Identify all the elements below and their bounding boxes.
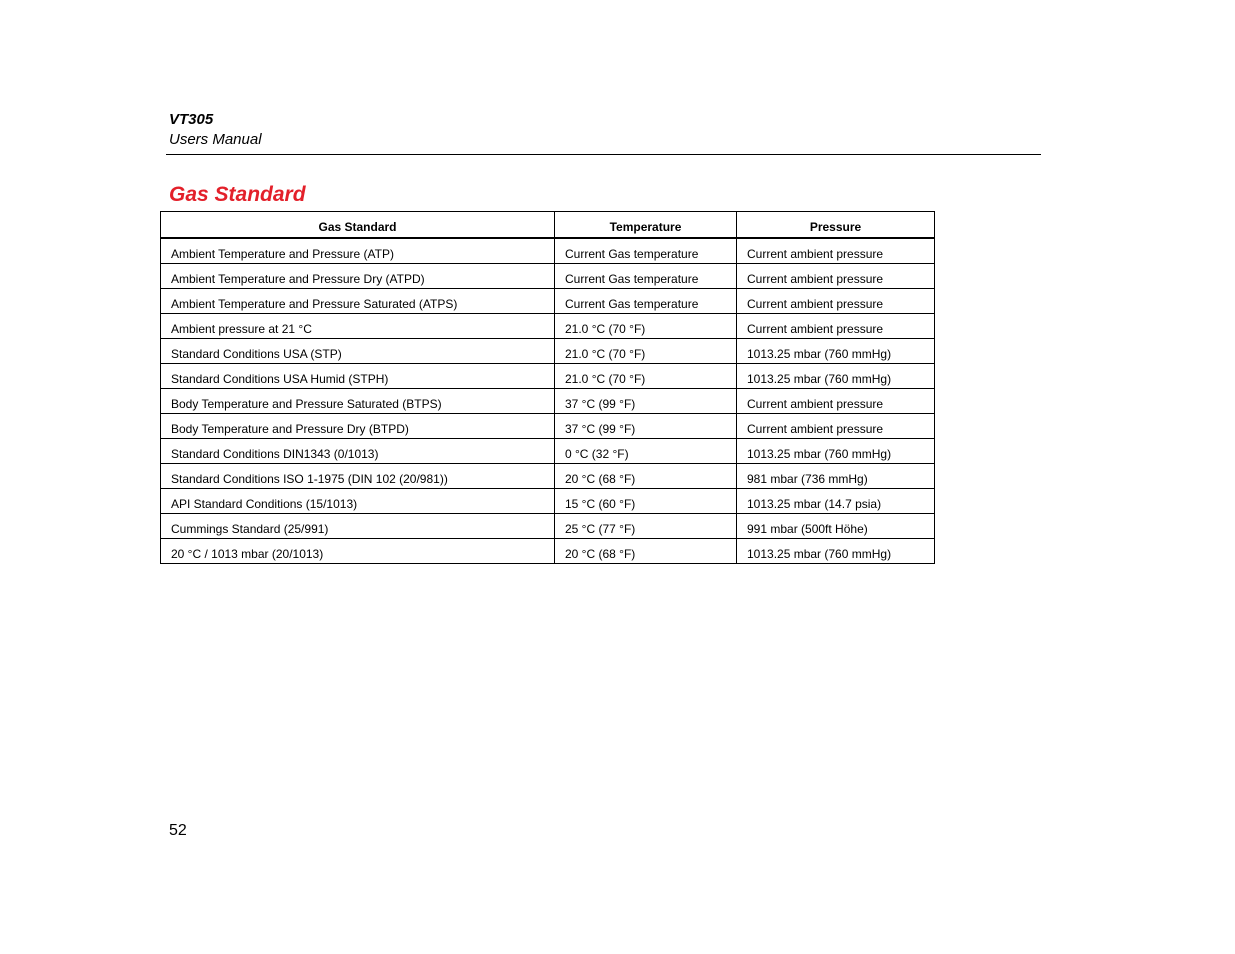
table-header-row: [161, 212, 935, 239]
column-header-temperature: Temperature: [555, 212, 737, 239]
gas-standard-cell: Ambient pressure at 21 °C: [161, 314, 555, 339]
gas-standard-cell: Body Temperature and Pressure Saturated (BTPS): [161, 389, 555, 414]
temperature-cell: Current Gas temperature: [555, 289, 737, 314]
temperature-cell: 25 °C (77 °F): [555, 514, 737, 539]
table-row: [161, 364, 935, 389]
column-header-pressure: Pressure: [737, 212, 935, 239]
pressure-cell: Current ambient pressure: [737, 389, 935, 414]
table-row: [161, 489, 935, 514]
temperature-cell: 37 °C (99 °F): [555, 389, 737, 414]
table-row: [161, 389, 935, 414]
table-row: [161, 314, 935, 339]
gas-standard-cell: 20 °C / 1013 mbar (20/1013): [161, 539, 555, 564]
pressure-cell: Current ambient pressure: [737, 238, 935, 264]
document-model: VT305: [169, 111, 214, 128]
gas-standard-cell: Ambient Temperature and Pressure (ATP): [161, 238, 555, 264]
pressure-cell: 1013.25 mbar (14.7 psia): [737, 489, 935, 514]
table-row: [161, 464, 935, 489]
header-divider: [166, 154, 1041, 155]
temperature-cell: 0 °C (32 °F): [555, 439, 737, 464]
gas-standard-cell: Standard Conditions USA Humid (STPH): [161, 364, 555, 389]
table-row: [161, 439, 935, 464]
pressure-cell: 1013.25 mbar (760 mmHg): [737, 539, 935, 564]
pressure-cell: Current ambient pressure: [737, 414, 935, 439]
table-row: [161, 238, 935, 264]
gas-standard-table: [160, 211, 935, 564]
temperature-cell: 21.0 °C (70 °F): [555, 364, 737, 389]
pressure-cell: Current ambient pressure: [737, 264, 935, 289]
gas-standard-cell: Ambient Temperature and Pressure Saturated (ATPS): [161, 289, 555, 314]
table-row: [161, 414, 935, 439]
temperature-cell: 20 °C (68 °F): [555, 464, 737, 489]
gas-standard-cell: Body Temperature and Pressure Dry (BTPD): [161, 414, 555, 439]
gas-standard-cell: Ambient Temperature and Pressure Dry (ATPD): [161, 264, 555, 289]
gas-standard-cell: Standard Conditions ISO 1-1975 (DIN 102 (20/981)): [161, 464, 555, 489]
table-row: [161, 264, 935, 289]
pressure-cell: 1013.25 mbar (760 mmHg): [737, 364, 935, 389]
temperature-cell: 21.0 °C (70 °F): [555, 314, 737, 339]
table-row: [161, 539, 935, 564]
gas-standard-cell: Cummings Standard (25/991): [161, 514, 555, 539]
page-number: 52: [169, 822, 187, 839]
gas-standard-cell: Standard Conditions USA (STP): [161, 339, 555, 364]
temperature-cell: 21.0 °C (70 °F): [555, 339, 737, 364]
document-subtitle: Users Manual: [169, 131, 262, 148]
column-header-gas-standard: Gas Standard: [161, 212, 555, 239]
temperature-cell: 20 °C (68 °F): [555, 539, 737, 564]
table-row: [161, 289, 935, 314]
temperature-cell: Current Gas temperature: [555, 264, 737, 289]
pressure-cell: 981 mbar (736 mmHg): [737, 464, 935, 489]
pressure-cell: Current ambient pressure: [737, 289, 935, 314]
gas-standard-cell: API Standard Conditions (15/1013): [161, 489, 555, 514]
table-row: [161, 339, 935, 364]
pressure-cell: 991 mbar (500ft Höhe): [737, 514, 935, 539]
temperature-cell: 37 °C (99 °F): [555, 414, 737, 439]
temperature-cell: Current Gas temperature: [555, 238, 737, 264]
pressure-cell: Current ambient pressure: [737, 314, 935, 339]
temperature-cell: 15 °C (60 °F): [555, 489, 737, 514]
pressure-cell: 1013.25 mbar (760 mmHg): [737, 339, 935, 364]
section-title: Gas Standard: [169, 183, 306, 206]
pressure-cell: 1013.25 mbar (760 mmHg): [737, 439, 935, 464]
gas-standard-cell: Standard Conditions DIN1343 (0/1013): [161, 439, 555, 464]
table-row: [161, 514, 935, 539]
